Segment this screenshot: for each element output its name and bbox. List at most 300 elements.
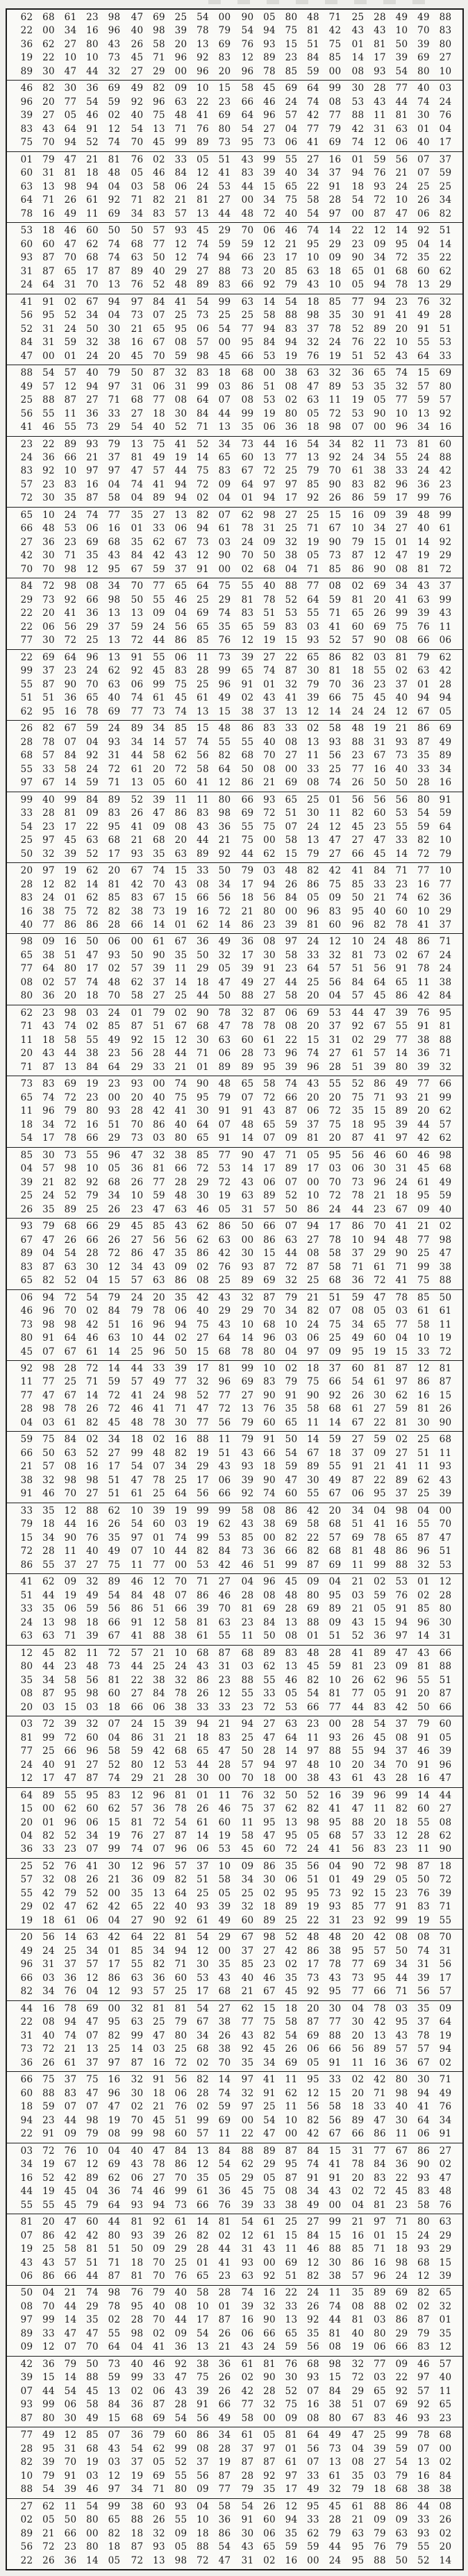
number-cell: 02 (241, 2372, 254, 2384)
number-cell: 04 (86, 1986, 99, 1998)
number-group (349, 240, 455, 250)
number-cell: 69 (86, 536, 99, 548)
number-cell: 63 (64, 1447, 77, 1459)
number-cell: 28 (439, 678, 452, 690)
number-cell: 43 (439, 608, 452, 619)
number-cell: 58 (153, 181, 165, 192)
number-cell: 45 (153, 665, 165, 677)
number-cell: 37 (439, 153, 452, 165)
number-group (349, 1703, 455, 1713)
number-cell: 59 (174, 350, 187, 362)
number-cell: 45 (64, 835, 77, 846)
number-group (238, 2187, 344, 2197)
number-cell: 26 (351, 1732, 365, 1743)
number-cell: 20 (307, 990, 319, 1002)
number-cell: 77 (218, 1149, 231, 1161)
number-cell: 30 (285, 2372, 298, 2384)
number-cell: 67 (395, 2145, 408, 2157)
number-cell: 28 (174, 1773, 187, 1784)
number-group (17, 1747, 124, 1757)
number-cell: 61 (351, 1773, 365, 1784)
number-cell: 23 (395, 1843, 408, 1855)
number-cell: 58 (86, 2399, 99, 2411)
number-cell: 70 (417, 25, 430, 37)
number-cell: 36 (351, 367, 365, 379)
number-cell: 98 (108, 594, 121, 605)
number-group (128, 125, 234, 135)
number-cell: 98 (174, 2554, 187, 2566)
number-cell: 25 (439, 181, 452, 192)
number-group (17, 1263, 124, 1273)
number-cell: 04 (86, 736, 99, 748)
number-cell: 54 (241, 123, 254, 135)
number-cell: 44 (218, 408, 231, 419)
number-cell: 10 (439, 65, 452, 77)
number-cell: 11 (20, 1105, 33, 1117)
number-cell: 44 (64, 2114, 77, 2126)
number-cell: 34 (64, 25, 77, 37)
number-cell: 36 (86, 408, 99, 419)
table-block (7, 862, 462, 933)
number-cell: 22 (307, 1914, 319, 1926)
number-cell: 86 (197, 1248, 209, 1260)
number-group (17, 1947, 124, 1957)
number-cell: 79 (42, 2470, 55, 2482)
number-cell: 72 (439, 1874, 452, 1886)
number-cell: 29 (218, 1305, 231, 1317)
number-cell: 39 (285, 919, 298, 930)
number-cell: 88 (218, 265, 231, 277)
number-cell: 16 (131, 1319, 144, 1330)
number-cell: 83 (417, 1901, 430, 1913)
number-cell: 86 (307, 1203, 319, 1215)
table-row (7, 1805, 462, 1814)
number-cell: 73 (328, 1887, 342, 1899)
number-cell: 41 (328, 1803, 342, 1815)
number-cell: 14 (108, 1363, 121, 1374)
number-cell: 76 (131, 153, 144, 165)
number-group (17, 1875, 124, 1885)
number-cell: 45 (131, 350, 144, 362)
number-cell: 25 (131, 1346, 144, 1357)
number-cell: 11 (218, 2128, 231, 2140)
number-cell: 55 (42, 408, 55, 419)
number-cell: 90 (197, 1078, 209, 1090)
number-group (349, 1662, 455, 1672)
number-group (17, 738, 124, 748)
number-cell: 44 (351, 1701, 365, 1713)
number-cell: 09 (174, 2527, 187, 2539)
number-cell: 75 (218, 580, 231, 592)
number-cell: 76 (218, 1261, 231, 1273)
number-group (349, 1134, 455, 1144)
number-cell: 86 (328, 651, 342, 663)
number-cell: 04 (417, 1505, 430, 1516)
number-cell: 61 (153, 936, 165, 948)
number-cell: 64 (307, 594, 319, 605)
number-cell: 34 (86, 1830, 99, 1841)
number-cell: 28 (328, 2514, 342, 2526)
number-group (128, 511, 234, 521)
number-cell: 60 (374, 808, 386, 819)
number-cell: 69 (218, 110, 231, 122)
number-cell: 43 (263, 2243, 276, 2255)
number-group (349, 738, 455, 748)
number-cell: 57 (197, 2128, 209, 2140)
number-cell: 10 (174, 1647, 187, 1659)
number-cell: 89 (131, 265, 144, 277)
number-cell: 53 (351, 380, 365, 392)
table-block (7, 1076, 462, 1146)
number-cell: 18 (351, 665, 365, 677)
number-cell: 44 (153, 635, 165, 646)
number-cell: 45 (241, 1843, 254, 1855)
number-group (349, 992, 455, 1001)
number-cell: 02 (395, 1434, 408, 1446)
number-group (128, 1307, 234, 1316)
number-group (17, 623, 124, 633)
number-cell: 30 (197, 1105, 209, 1117)
number-group (128, 1321, 234, 1330)
number-cell: 08 (64, 1461, 77, 1473)
number-cell: 20 (20, 865, 33, 877)
number-cell: 73 (131, 310, 144, 321)
number-cell: 36 (263, 1546, 276, 1557)
number-cell: 72 (64, 1092, 77, 1103)
number-cell: 72 (439, 1346, 452, 1357)
number-cell: 90 (374, 408, 386, 419)
number-cell: 11 (395, 2128, 408, 2140)
number-group (17, 2059, 124, 2068)
number-group (128, 1094, 234, 1103)
number-cell: 70 (131, 137, 144, 149)
number-group (128, 2554, 234, 2566)
number-cell: 06 (263, 421, 276, 433)
number-cell: 44 (218, 2243, 231, 2255)
number-cell: 80 (174, 2484, 187, 2495)
number-cell: 87 (64, 394, 77, 406)
number-cell: 63 (20, 1630, 33, 1642)
number-cell: 99 (328, 83, 342, 94)
number-cell: 28 (328, 1061, 342, 1073)
number-cell: 45 (374, 848, 386, 860)
number-cell: 39 (417, 608, 430, 619)
number-cell: 71 (328, 11, 342, 23)
number-cell: 39 (174, 25, 187, 37)
number-cell: 16 (86, 25, 99, 37)
number-cell: 77 (328, 110, 342, 122)
number-cell: 10 (307, 1190, 319, 1202)
number-group (128, 1416, 234, 1428)
number-cell: 42 (64, 2230, 77, 2241)
number-group (238, 1862, 344, 1872)
number-cell: 04 (417, 238, 430, 250)
number-group (17, 680, 124, 690)
number-cell: 91 (328, 2172, 342, 2184)
number-cell: 84 (174, 167, 187, 179)
number-cell: 66 (263, 1221, 276, 1232)
number-cell: 12 (64, 2429, 77, 2441)
number-group (17, 551, 124, 561)
number-cell: 57 (351, 990, 365, 1002)
number-group (238, 1164, 344, 1174)
number-cell: 92 (307, 2314, 319, 2326)
number-group (128, 796, 234, 805)
number-group (349, 453, 455, 463)
number-cell: 92 (42, 465, 55, 477)
number-cell: 65 (374, 2385, 386, 2397)
number-cell: 78 (241, 523, 254, 535)
number-group (128, 653, 234, 663)
table-row (7, 1391, 462, 1401)
number-cell: 85 (351, 1901, 365, 1913)
number-cell: 38 (417, 1034, 430, 1046)
number-cell: 61 (285, 2457, 298, 2468)
number-cell: 03 (42, 1416, 55, 1428)
number-cell: 47 (218, 1021, 231, 1032)
number-group (238, 680, 344, 690)
number-cell: 23 (64, 1843, 77, 1855)
number-group (17, 281, 124, 290)
number-cell: 28 (328, 194, 342, 206)
number-cell: 89 (241, 1275, 254, 1287)
number-cell: 51 (351, 1061, 365, 1073)
number-cell: 96 (285, 1048, 298, 1060)
number-group (238, 636, 344, 646)
number-cell: 15 (153, 1718, 165, 1730)
number-cell: 04 (108, 2145, 121, 2157)
table-row (7, 1291, 462, 1303)
number-cell: 33 (417, 1346, 430, 1357)
number-group (17, 850, 124, 860)
number-group (238, 1902, 344, 1912)
number-cell: 37 (174, 563, 187, 575)
number-cell: 52 (64, 310, 77, 321)
number-cell: 43 (263, 1105, 276, 1117)
number-group (17, 2485, 124, 2495)
number-cell: 07 (218, 394, 231, 406)
number-cell: 47 (153, 808, 165, 819)
number-cell: 41 (374, 1132, 386, 1144)
number-group (238, 226, 344, 236)
number-cell: 50 (42, 1447, 55, 1459)
number-group (349, 2102, 455, 2112)
table-block (7, 1645, 462, 1716)
number-cell: 86 (174, 2159, 187, 2171)
number-cell: 13 (307, 835, 319, 846)
number-cell: 58 (108, 492, 121, 504)
number-cell: 56 (307, 1860, 319, 1872)
number-cell: 03 (42, 1972, 55, 1984)
number-cell: 58 (131, 990, 144, 1002)
number-cell: 34 (174, 1461, 187, 1473)
number-group (128, 2201, 234, 2211)
number-cell: 04 (108, 1732, 121, 1743)
number-cell: 50 (395, 777, 408, 789)
number-cell: 89 (64, 438, 77, 450)
number-cell: 69 (64, 1078, 77, 1090)
number-cell: 37 (108, 452, 121, 463)
number-cell: 88 (285, 580, 298, 592)
number-cell: 40 (153, 2300, 165, 2312)
number-cell: 75 (285, 2399, 298, 2411)
number-group (128, 2302, 234, 2312)
number-cell: 93 (263, 38, 276, 50)
number-cell: 97 (374, 2216, 386, 2228)
number-cell: 55 (351, 1746, 365, 1757)
number-cell: 02 (241, 692, 254, 704)
number-cell: 94 (86, 181, 99, 192)
number-cell: 86 (131, 1603, 144, 1615)
number-cell: 46 (395, 2412, 408, 2424)
number-cell: 39 (174, 1718, 187, 1730)
number-cell: 13 (42, 181, 55, 192)
number-cell: 77 (417, 1234, 430, 1246)
table-block (7, 649, 462, 720)
number-cell: 72 (439, 563, 452, 575)
number-cell: 07 (417, 153, 430, 165)
number-cell: 84 (285, 892, 298, 904)
number-cell: 37 (197, 1860, 209, 1872)
number-cell: 03 (328, 1163, 342, 1175)
number-cell: 47 (395, 1647, 408, 1659)
number-cell: 34 (86, 310, 99, 321)
number-group (349, 867, 455, 876)
number-cell: 29 (351, 2385, 365, 2397)
number-cell: 24 (417, 452, 430, 463)
number-group (349, 2387, 455, 2397)
number-cell: 05 (307, 1830, 319, 1841)
number-cell: 15 (374, 1616, 386, 1628)
number-cell: 91 (263, 963, 276, 975)
number-cell: 14 (417, 1789, 430, 1801)
table-block (7, 578, 462, 649)
number-cell: 70 (42, 2300, 55, 2312)
number-cell: 93 (417, 2243, 430, 2255)
number-cell: 72 (64, 1732, 77, 1743)
number-cell: 29 (108, 421, 121, 433)
number-cell: 74 (42, 1092, 55, 1103)
number-cell: 46 (417, 1149, 430, 1161)
number-cell: 66 (64, 452, 77, 463)
table-row (7, 480, 462, 490)
number-cell: 57 (131, 1376, 144, 1388)
number-cell: 53 (263, 350, 276, 362)
number-group (128, 2089, 234, 2099)
number-cell: 50 (351, 892, 365, 904)
number-cell: 62 (42, 38, 55, 50)
number-cell: 06 (197, 1843, 209, 1855)
number-cell: 61 (241, 2429, 254, 2441)
number-cell: 52 (328, 635, 342, 646)
number-cell: 83 (263, 1376, 276, 1388)
number-cell: 96 (307, 905, 319, 917)
number-cell: 11 (417, 1843, 430, 1855)
number-cell: 71 (285, 1149, 298, 1161)
number-cell: 50 (263, 1630, 276, 1642)
table-block (7, 2143, 462, 2214)
number-cell: 52 (86, 1447, 99, 1459)
number-cell: 69 (86, 2002, 99, 2014)
number-cell: 44 (197, 1759, 209, 1771)
number-cell: 29 (241, 1305, 254, 1317)
table-row (7, 226, 462, 236)
number-group (238, 1449, 344, 1459)
number-cell: 33 (328, 2074, 342, 2086)
number-cell: 10 (64, 465, 77, 477)
number-cell: 96 (395, 478, 408, 490)
number-cell: 99 (108, 2500, 121, 2512)
number-cell: 61 (263, 1034, 276, 1046)
number-cell: 59 (395, 2443, 408, 2454)
number-cell: 96 (351, 919, 365, 930)
number-cell: 02 (153, 1434, 165, 1446)
number-group (128, 823, 234, 833)
number-cell: 10 (285, 2114, 298, 2126)
number-cell: 55 (263, 1674, 276, 1686)
number-cell: 36 (395, 2159, 408, 2171)
number-cell: 87 (218, 2470, 231, 2482)
number-cell: 99 (20, 794, 33, 805)
number-group (17, 596, 124, 605)
number-cell: 12 (108, 123, 121, 135)
number-cell: 77 (20, 1746, 33, 1757)
number-group (17, 1236, 124, 1246)
number-cell: 77 (328, 1701, 342, 1713)
number-cell: 41 (328, 621, 342, 633)
number-cell: 24 (374, 936, 386, 948)
number-cell: 36 (153, 1803, 165, 1815)
number-cell: 87 (351, 1474, 365, 1486)
number-cell: 15 (174, 892, 187, 904)
number-cell: 00 (285, 2128, 298, 2140)
number-group (17, 2002, 124, 2014)
number-cell: 80 (395, 1061, 408, 1073)
number-cell: 11 (307, 1416, 319, 1428)
number-cell: 29 (218, 594, 231, 605)
number-cell: 72 (197, 1163, 209, 1175)
number-group (128, 1734, 234, 1743)
number-cell: 87 (86, 492, 99, 504)
number-group (349, 1561, 455, 1571)
table-block (7, 2000, 462, 2071)
number-cell: 70 (263, 750, 276, 762)
number-cell: 55 (20, 1887, 33, 1899)
number-cell: 72 (42, 580, 55, 592)
number-cell: 56 (417, 1986, 430, 1998)
number-group (17, 1391, 124, 1401)
number-group (238, 1222, 344, 1232)
number-cell: 17 (285, 2484, 298, 2495)
number-cell: 49 (86, 2412, 99, 2424)
number-cell: 99 (218, 1505, 231, 1516)
table-row (7, 2431, 462, 2441)
number-cell: 66 (64, 1746, 77, 1757)
number-cell: 56 (351, 2043, 365, 2055)
number-cell: 76 (395, 1589, 408, 1601)
number-cell: 12 (20, 1647, 33, 1659)
number-cell: 08 (174, 337, 187, 349)
number-cell: 67 (417, 705, 430, 717)
number-cell: 88 (439, 1275, 452, 1287)
number-cell: 79 (86, 2128, 99, 2140)
number-cell: 47 (263, 1149, 276, 1161)
number-cell: 36 (64, 1972, 77, 1984)
number-cell: 79 (417, 2327, 430, 2339)
number-cell: 09 (395, 1661, 408, 1673)
table-row (7, 380, 462, 392)
number-group (238, 453, 344, 463)
